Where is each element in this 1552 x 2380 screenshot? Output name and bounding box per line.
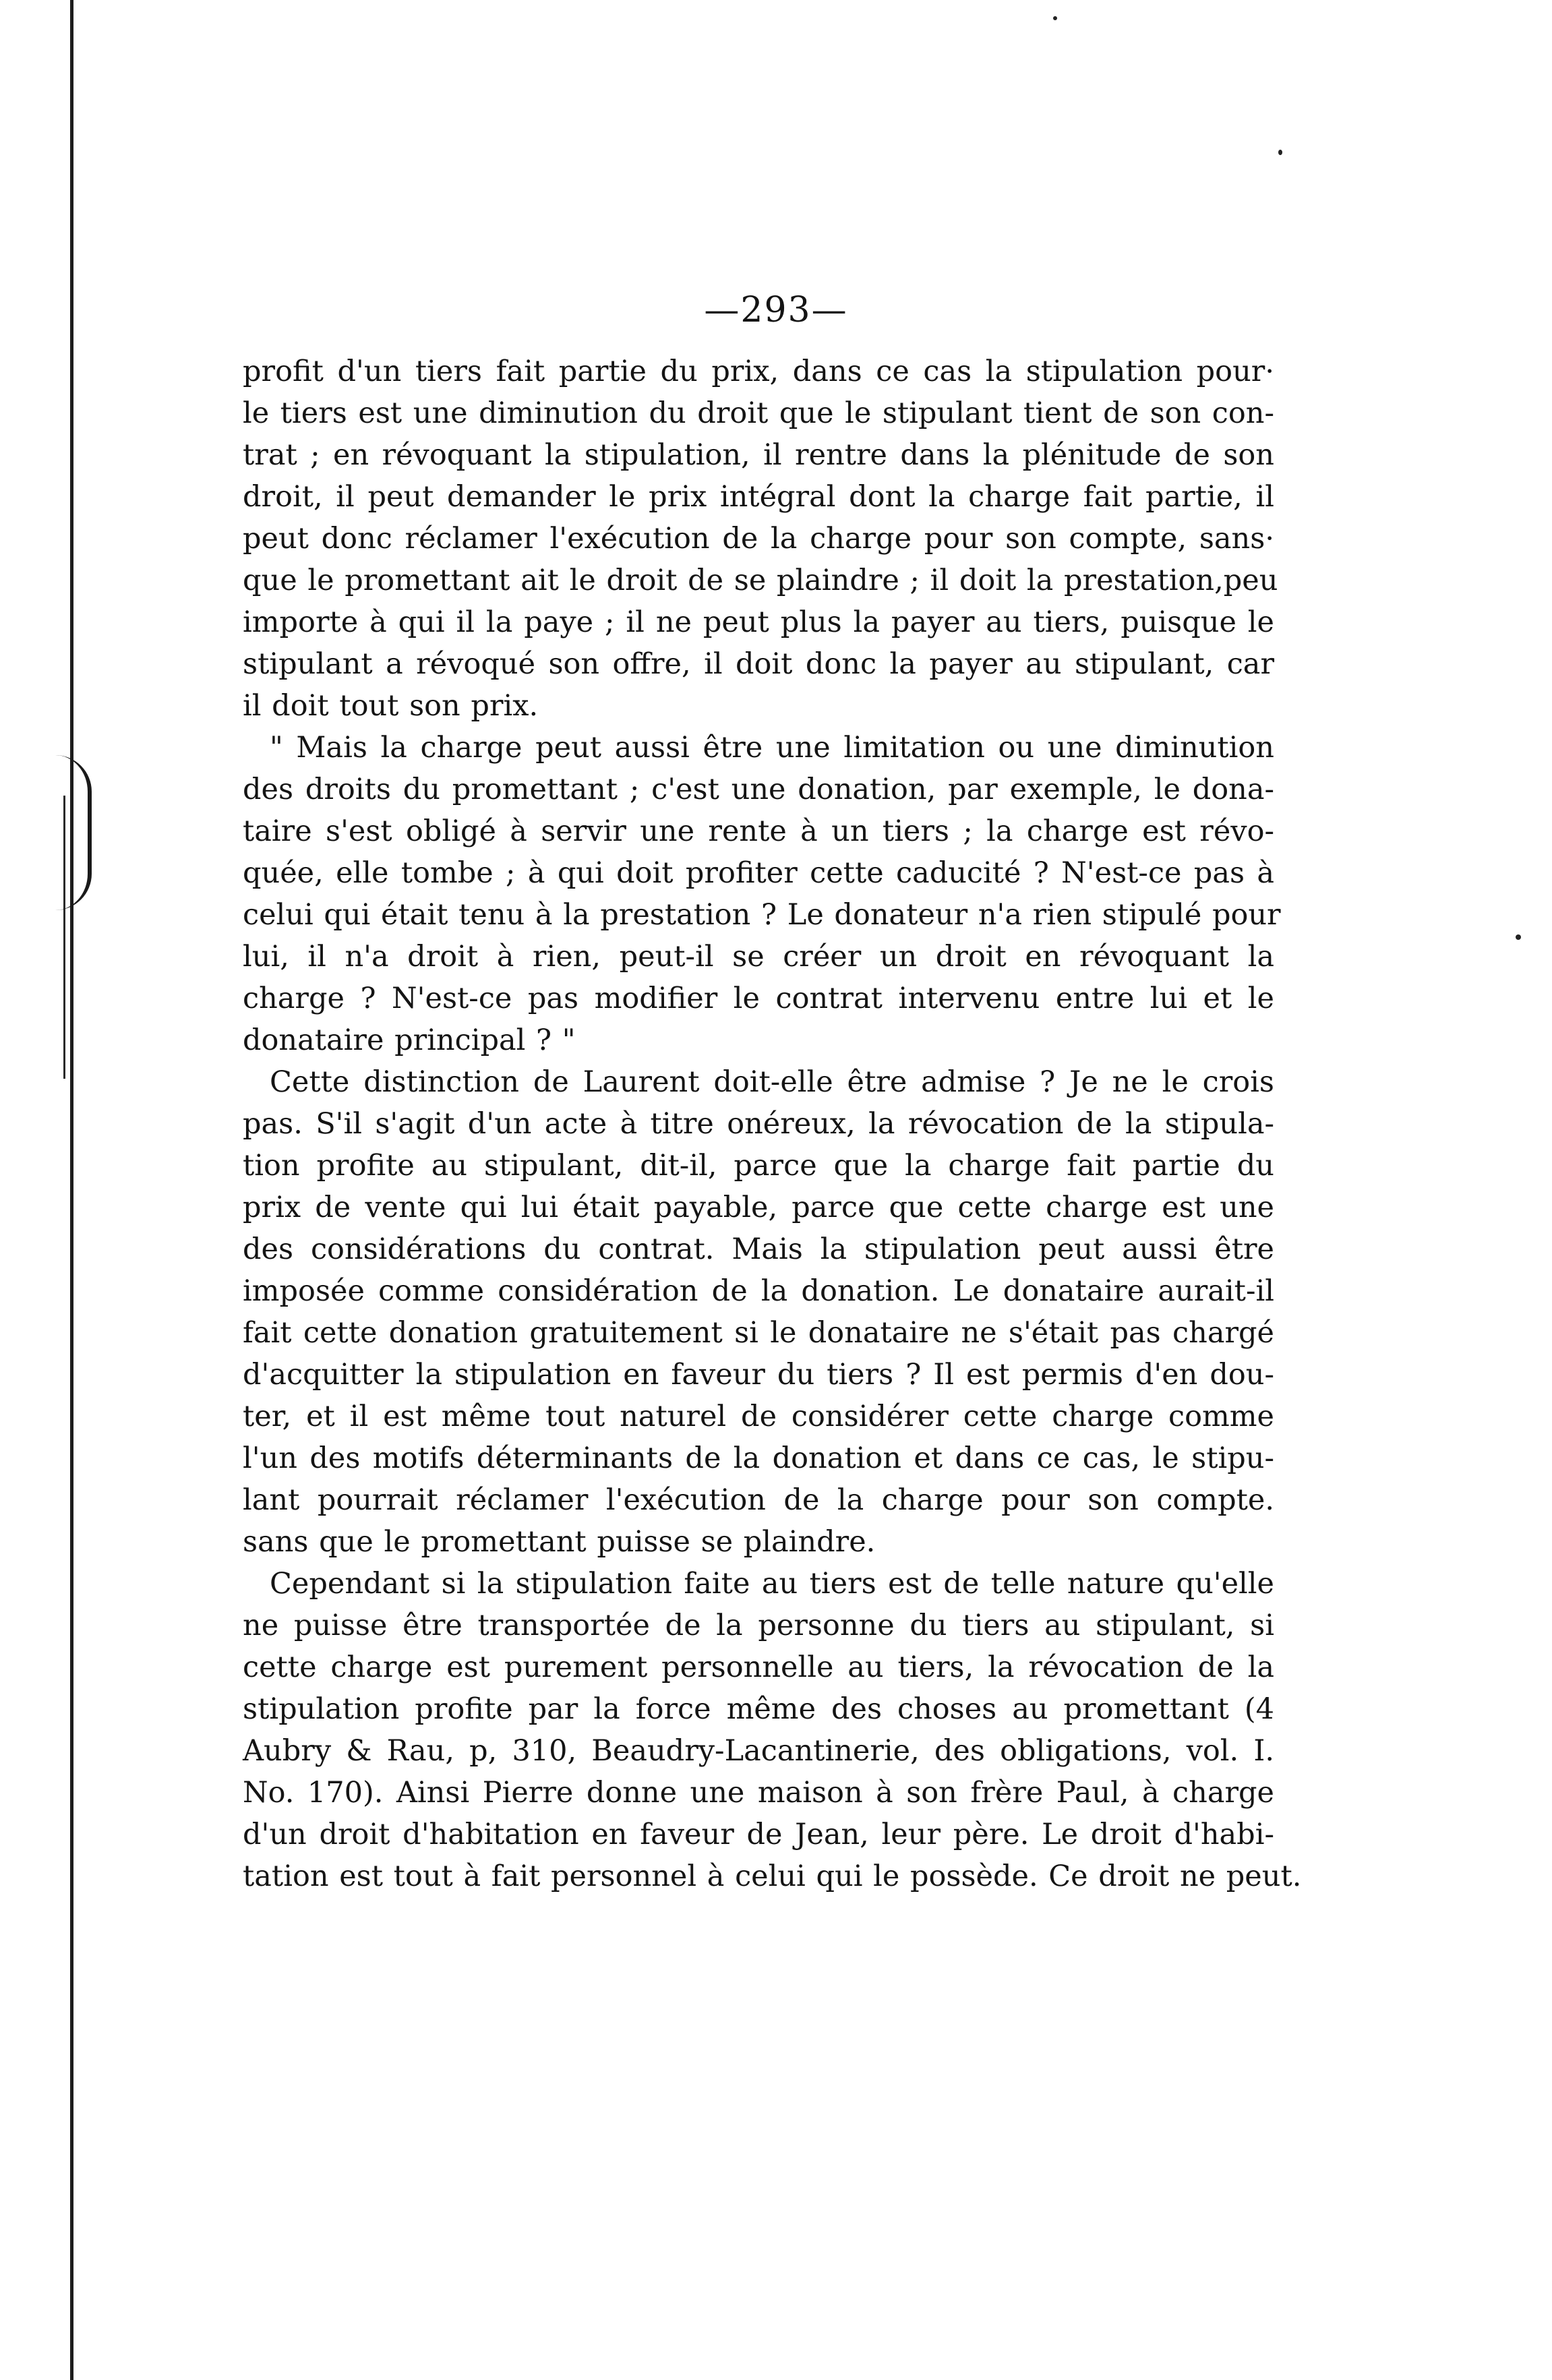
text-line: importe à qui il la paye ; il ne peut plus la payer au tiers, puisque le [243, 605, 1274, 639]
text-line: ne puisse être transportée de la personne du tiers au stipulant, si [243, 1609, 1274, 1642]
scan-speck [1278, 150, 1282, 155]
text-line: le tiers est une diminution du droit que le stipulant tient de son con- [243, 396, 1274, 430]
text-line: taire s'est obligé à servir une rente à un tiers ; la charge est révo- [243, 814, 1274, 848]
text-line: d'acquitter la stipulation en faveur du tiers ? Il est permis d'en dou- [243, 1358, 1274, 1392]
text-line: droit, il peut demander le prix intégral dont la charge fait partie, il [243, 480, 1274, 514]
text-line: l'un des motifs déterminants de la donation et dans ce cas, le stipu- [243, 1441, 1274, 1475]
text-line: prix de vente qui lui était payable, parce que cette charge est une [243, 1191, 1274, 1224]
text-line: imposée comme considération de la donation. Le donataire aurait-il [243, 1274, 1274, 1308]
text-line: des considérations du contrat. Mais la stipulation peut aussi être [243, 1232, 1274, 1266]
text-line: fait cette donation gratuitement si le donataire ne s'était pas chargé [243, 1316, 1274, 1350]
text-line: il doit tout son prix. [243, 689, 539, 723]
text-line: ter, et il est même tout naturel de considérer cette charge comme [243, 1400, 1274, 1433]
text-line: Cette distinction de Laurent doit-elle être admise ? Je ne le crois [270, 1065, 1274, 1099]
text-line: d'un droit d'habitation en faveur de Jean, leur père. Le droit d'habi- [243, 1818, 1274, 1851]
text-line: sans que le promettant puisse se plaindre. [243, 1525, 876, 1559]
text-line: stipulation profite par la force même des choses au promettant (4 [243, 1692, 1274, 1726]
binding-bracket-mark [55, 755, 92, 910]
text-line: celui qui était tenu à la prestation ? Le donateur n'a rien stipulé pour [243, 898, 1281, 932]
text-line: tion profite au stipulant, dit-il, parce que la charge fait partie du [243, 1149, 1274, 1183]
text-line: Aubry & Rau, p, 310, Beaudry-Lacantinerie, des obligations, vol. I. [243, 1734, 1274, 1768]
text-line: charge ? N'est-ce pas modifier le contrat intervenu entre lui et le [243, 982, 1274, 1015]
binding-edge-line [70, 0, 73, 2380]
text-line: lant pourrait réclamer l'exécution de la charge pour son compte. [243, 1483, 1274, 1517]
text-line: peut donc réclamer l'exécution de la charge pour son compte, sans· [243, 522, 1274, 556]
body-text [243, 351, 1302, 1897]
text-line: stipulant a révoqué son offre, il doit donc la payer au stipulant, car [243, 647, 1274, 681]
text-line: des droits du promettant ; c'est une donation, par exemple, le dona- [243, 773, 1274, 806]
text-line: " Mais la charge peut aussi être une limitation ou une diminution [270, 731, 1274, 765]
scan-speck [1053, 16, 1057, 20]
text-line: quée, elle tombe ; à qui doit profiter cette caducité ? N'est-ce pas à [243, 856, 1274, 890]
text-line: lui, il n'a droit à rien, peut-il se créer un droit en révoquant la [243, 940, 1274, 974]
text-line: profit d'un tiers fait partie du prix, dans ce cas la stipulation pour· [243, 355, 1274, 388]
text-line: que le promettant ait le droit de se plaindre ; il doit la prestation,peu [243, 564, 1278, 597]
text-line: pas. S'il s'agit d'un acte à titre onéreux, la révocation de la stipula- [243, 1107, 1274, 1141]
text-line: Cependant si la stipulation faite au tiers est de telle nature qu'elle [270, 1567, 1274, 1601]
text-line: donataire principal ? " [243, 1023, 576, 1057]
text-line: tation est tout à fait personnel à celui qui le possède. Ce droit ne peut. [243, 1860, 1302, 1893]
text-line: trat ; en révoquant la stipulation, il rentre dans la plénitude de son [243, 438, 1274, 472]
page-number: —293— [704, 290, 848, 330]
text-line: No. 170). Ainsi Pierre donne une maison à son frère Paul, à charge [243, 1776, 1274, 1810]
text-line: cette charge est purement personnelle au tiers, la révocation de la [243, 1650, 1274, 1684]
scan-speck [1516, 934, 1521, 940]
